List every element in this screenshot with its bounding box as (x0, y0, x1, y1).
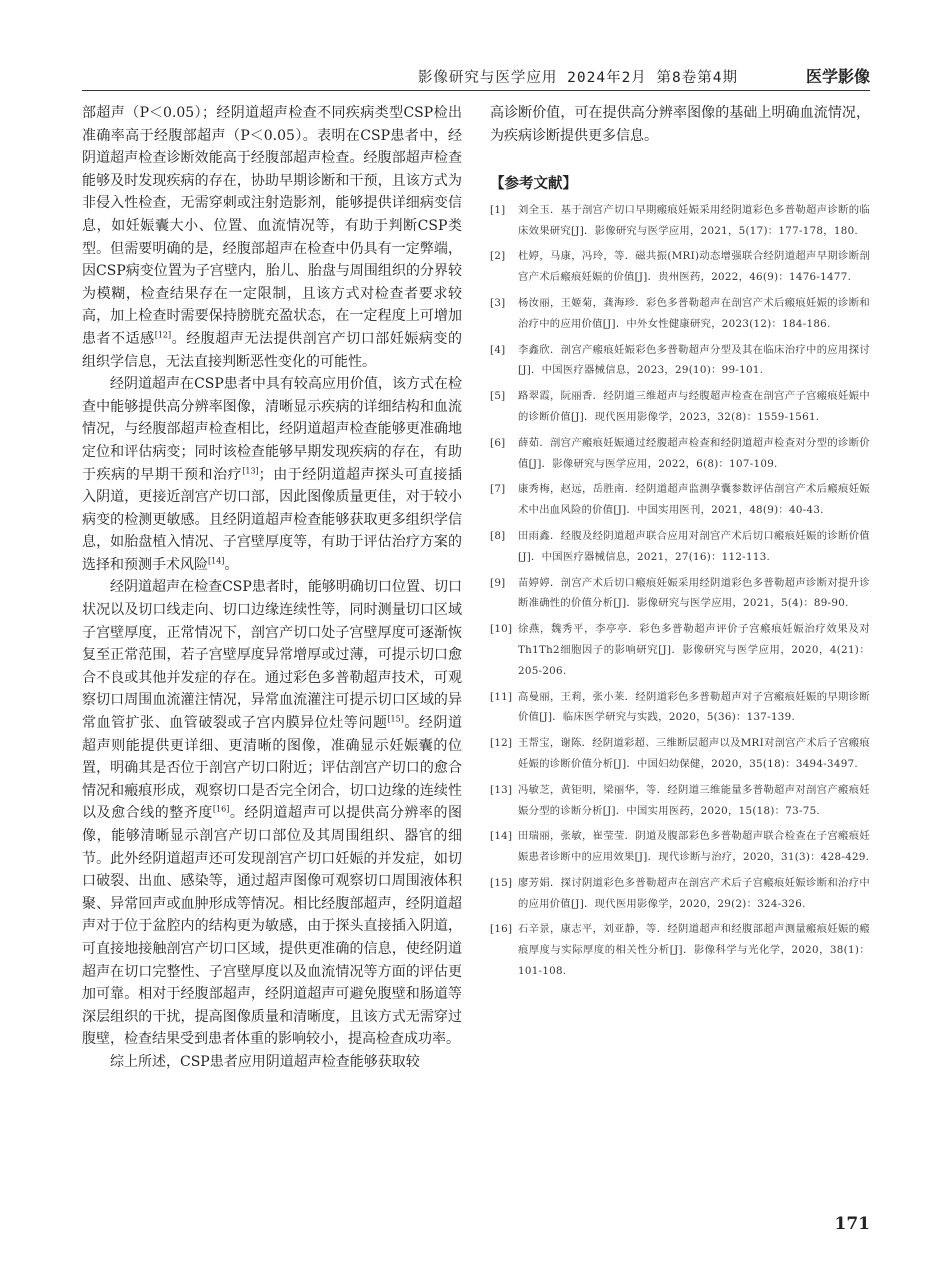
reference-text: 王帮宝，谢陈．经阴道彩超、三维断层超声以及MRI对剖宫产术后子宫瘢痕妊娠的诊断价值分析[J]．中国妇幼保健，2020，35(18)：3494-3497. (518, 737, 870, 770)
reference-number: [12] (490, 737, 513, 750)
reference-item (490, 433, 870, 475)
reference-text: 田雨鑫．经腹及经阴道超声联合应用对剖宫产术后切口瘢痕妊娠的诊断价值[J]．中国医疗器械信息，2021，27(16)：112-113. (518, 529, 870, 563)
text-run: 经阴道超声在检查CSP患者时，能够明确切口位置、切口状况以及切口线走向、切口边缘连续性等，同时测量切口区域子宫壁厚度，正常情况下，剖宫产切口处子宫壁厚度可逐渐恢复至正常范围，若子宫壁厚度异常增厚或过薄，可提示切口愈合不良或其他并发症的存在。通过彩色多普勒超声技术，可观察切口周围血流灌注情况，异常血流灌注可提示切口区域的异常血管扩张、血管破裂或子宫内膜异位灶等问题 (82, 579, 462, 732)
citation: [12] (154, 330, 172, 340)
reference-item (490, 526, 870, 568)
reference-item (490, 293, 870, 335)
reference-number: [7] (490, 483, 506, 496)
reference-text: 石辛景，康志平，刘亚静，等．经阴道超声和经腹部超声测量瘢痕妊娠的瘢痕厚度与实际厚度的相关性分析[J]．影像科学与光化学，2020，38(1)：101-108. (518, 923, 870, 978)
reference-number: [14] (490, 830, 513, 843)
reference-item (490, 826, 870, 868)
reference-number: [16] (490, 923, 513, 936)
reference-number: [11] (490, 690, 513, 703)
reference-list (490, 200, 870, 982)
reference-item (490, 340, 870, 382)
reference-number: [2] (490, 250, 506, 263)
reference-text: 杜婷，马康，冯玲，等．磁共振(MRI)动态增强联合经阴道超声早期诊断剖宫产术后瘢痕妊娠的价值[J]．贵州医药，2022，46(9)：1476-1477. (518, 250, 870, 284)
reference-text: 薛茹．剖宫产瘢痕妊娠通过经腹超声检查和经阴道超声检查对分型的诊断价值[J]．影像研究与医学应用，2022，6(8)：107-109. (518, 436, 870, 470)
text-run: ；由于经阴道超声探头可直接插入阴道，更接近剖宫产切口部，因此图像质量更佳，对于较小病变的检测更敏感。且经阴道超声检查能够获取更多组织学信息，如胎盘植入情况、子宫壁厚度等，有助于评估治疗方案的选择和预测手术风险 (82, 466, 463, 573)
reference-item (490, 386, 870, 428)
reference-item (490, 733, 870, 775)
paragraph (82, 102, 462, 373)
reference-number: [6] (490, 436, 506, 449)
right-column (490, 102, 870, 987)
reference-number: [13] (490, 783, 513, 796)
citation: [13] (242, 465, 259, 475)
reference-item (490, 919, 870, 981)
text-run: 经阴道超声在CSP患者中具有较高应用价值，该方式在检查中能够提供高分辨率图像，清晰显示疾病的详细结构和血流情况，与经腹部超声检查相比，经阴道超声检查能够更准确地定位和评估病变；同时该检查能够早期发现疾病的存在，有助于疾病的早期干预和治疗 (82, 376, 462, 483)
reference-text: 康秀梅，赵远，岳胜南．经阴道超声监测孕囊参数评估剖宫产术后瘢痕妊娠术中出血风险的价值[J]．中国实用医刊，2021，48(9)：40-43. (518, 483, 870, 517)
reference-item (490, 200, 870, 242)
reference-text: 杨汝丽，王姬菊，龚海珍．彩色多普勒超声在剖宫产术后瘢痕妊娠的诊断和治疗中的应用价值[J]．中外女性健康研究，2023(12)：184-186. (518, 296, 870, 330)
reference-item (490, 619, 870, 681)
reference-item (490, 246, 870, 288)
reference-number: [1] (490, 203, 506, 216)
running-header (82, 62, 870, 88)
reference-item (490, 573, 870, 615)
paragraph (82, 373, 462, 576)
reference-item (490, 780, 870, 822)
reference-text: 苗婷婷．剖宫产术后切口瘢痕妊娠采用经阴道彩色多普勒超声诊断对提升诊断准确性的价值分析[J]．影像研究与医学应用，2021，5(4)：89-90. (518, 576, 870, 610)
text-run: 。经阴道超声可以提供高分辨率的图像，能够清晰显示剖宫产切口部位及其周围组织、器官的细节。此外经阴道超声还可发现剖宫产切口妊娠的并发症，如切口破裂、出血、感染等，通过超声图像可观察切口周围液体积聚、异常回声或血肿形成等情况。相比经腹部超声，经阴道超声对于位于盆腔内的结构更为敏感，由于探头直接插入阴道，可直接地接触剖宫产切口区域，提供更准确的信息，使经阴道超声在切口完整性、子宫壁厚度以及血流情况等方面的评估更加可靠。相对于经腹部超声，经阴道超声可避免腹壁和肠道等深层组织的干扰，提高图像质量和清晰度，且该方式无需穿过腹壁，检查结果受到患者体重的影响较小，提高检查成功率。 (82, 805, 463, 1048)
reference-text: 李鑫欣．剖宫产瘢痕妊娠彩色多普勒超声分型及其在临床治疗中的应用探讨[J]．中国医疗器械信息，2023，29(10)：99-101. (518, 343, 870, 377)
reference-number: [8] (490, 529, 506, 542)
text-run: 综上所述，CSP患者应用阴道超声检查能够获取较 (110, 1053, 420, 1070)
reference-text: 田瑞丽，张敏，崔莹莹．阴道及腹部彩色多普勒超声联合检查在子宫瘢痕妊娠患者诊断中的应用效果[J]．现代诊断与治疗，2020，31(3)：428-429. (518, 830, 870, 864)
reference-text: 徐燕，魏秀平，李亭亭．彩色多普勒超声评价子宫瘢痕妊娠治疗效果及对Th1Th2细胞因子的影响研究[J]．影像研究与医学应用，2020，4(21)：205-206. (518, 623, 870, 677)
reference-number: [10] (490, 623, 513, 636)
conclusion-continuation: 高诊断价值，可在提供高分辨率图像的基础上明确血流情况，为疾病诊断提供更多信息。 (490, 105, 870, 144)
reference-number: [3] (490, 296, 506, 309)
reference-number: [9] (490, 576, 506, 589)
reference-text: 冯敏芝，黄钜明，梁丽华，等．经阴道三维能量多普勒超声对剖宫产瘢痕妊娠分型的诊断分析[J]．中国实用医药，2020，15(18)：73-75. (518, 783, 870, 817)
reference-item (490, 687, 870, 729)
reference-item (490, 479, 870, 521)
journal-info: 影像研究与医学应用 2024年2月 第8卷第4期 (417, 70, 738, 86)
reference-text: 廖芳娟．探讨阴道彩色多普勒超声在剖宫产术后子宫瘢痕妊娠诊断和治疗中的应用价值[J]．现代医用影像学，2020，29(2)：324-326. (518, 876, 870, 910)
citation: [15] (387, 714, 404, 724)
section-title: 医学影像 (805, 67, 870, 86)
text-run: 。经阴道超声则能提供更详细、更清晰的图像，准确显示妊娠囊的位置，明确其是否位于剖宫产切口附近；评估剖宫产切口的愈合情况和瘢痕形成，观察切口是否完全闭合，切口边缘的连续性以及愈合线的整齐度 (82, 715, 463, 822)
text-run: 。 (224, 556, 239, 573)
page-number: 171 (834, 1214, 870, 1234)
reference-text: 刘全玉．基于剖宫产切口早期瘢痕妊娠采用经阴道彩色多普勒超声诊断的临床效果研究[J]．影像研究与医学应用，2021，5(17)：177-178，180. (518, 203, 870, 237)
reference-number: [4] (490, 343, 506, 356)
left-column (82, 102, 462, 1074)
references-heading: 【参考文献】 (490, 176, 577, 193)
reference-text: 路翠霞，阮丽香．经阴道三维超声与经腹超声检查在剖宫产子宫瘢痕妊娠中的诊断价值[J]．现代医用影像学，2023，32(8)：1559-1561. (518, 390, 870, 423)
paragraph (82, 576, 462, 1050)
reference-number: [5] (490, 390, 506, 403)
text-run: 。经腹超声无法提供剖宫产切口部妊娠病变的组织学信息，无法直接判断恶性变化的可能性。 (82, 330, 463, 370)
citation: [16] (212, 804, 230, 814)
text-run: 部超声（P＜0.05）；经阴道超声检查不同疾病类型CSP检出准确率高于经腹部超声（P＜0.05）。表明在CSP患者中，经阴道超声检查诊断效能高于经腹部超声检查。经腹部超声检查能够及时发现疾病的存在，协助早期诊断和干预，且该方式为非侵入性检查，无需穿刺或注射造影剂，能够提供详细病变信息，如妊娠囊大小、位置、血流情况等，有助于判断CSP类型。但需要明确的是，经腹部超声在检查中仍具有一定弊端，因CSP病变位置为子宫壁内，胎儿、胎盘与周围组织的分界较为模糊，检查结果存在一定限制，且该方式对检查者要求较高，加上检查时需要保持膀胱充盈状态，在一定程度上可增加患者不适感 (82, 105, 462, 347)
reference-item (490, 873, 870, 915)
reference-text: 高曼丽，王莉，张小莱．经阴道彩色多普勒超声对子宫瘢痕妊娠的早期诊断价值[J]．临床医学研究与实践，2020，5(36)：137-139. (518, 690, 870, 724)
reference-number: [15] (490, 876, 513, 889)
paragraph (82, 1051, 462, 1074)
citation: [14] (208, 556, 225, 566)
header-rule (82, 90, 870, 91)
